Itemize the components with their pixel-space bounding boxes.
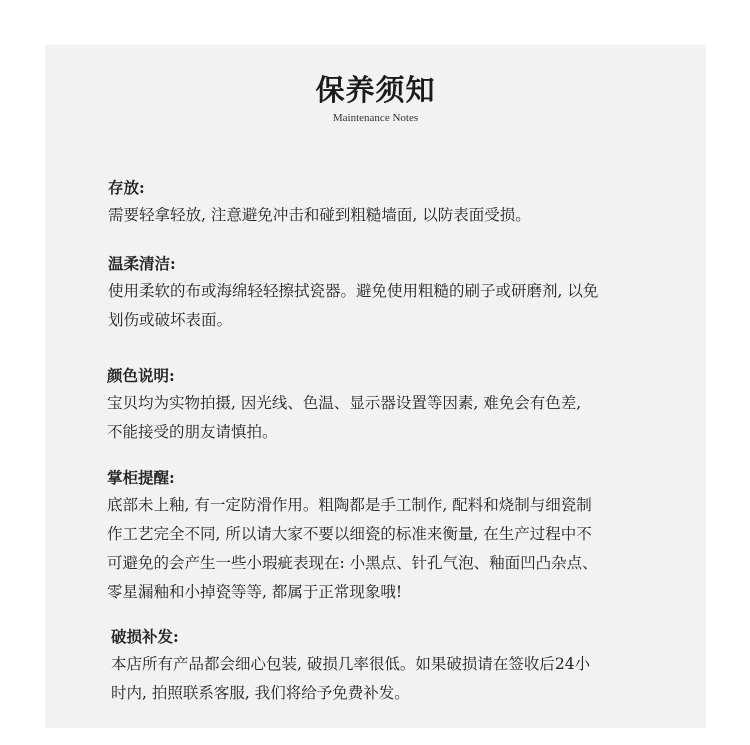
section-heading: 温柔清洁: bbox=[108, 254, 176, 273]
section-color-note bbox=[107, 363, 652, 447]
section-body bbox=[108, 201, 653, 230]
section-cleaning bbox=[108, 251, 653, 335]
body-line: 划伤或破坏表面。 bbox=[108, 311, 233, 329]
body-line: 宝贝均为实物拍摄, 因光线、色温、显示器设置等因素, 难免会有色差, bbox=[107, 394, 582, 412]
section-shopkeeper-reminder bbox=[107, 465, 652, 607]
body-line: 使用柔软的布或海绵轻轻擦拭瓷器。避免使用粗糙的刷子或研磨剂, 以免 bbox=[108, 282, 599, 300]
body-line: 底部未上釉, 有一定防滑作用。粗陶都是手工制作, 配料和烧制与细瓷制 bbox=[107, 496, 592, 514]
body-line: 不能接受的朋友请慎拍。 bbox=[107, 423, 278, 441]
section-heading: 颜色说明: bbox=[107, 366, 175, 385]
body-line: 时内, 拍照联系客服, 我们将给予免费补发。 bbox=[111, 684, 410, 702]
body-line: 作工艺完全不同, 所以请大家不要以细瓷的标准来衡量, 在生产过程中不 bbox=[107, 525, 592, 543]
body-line: 可避免的会产生一些小瑕疵表现在: 小黑点、针孔气泡、釉面凹凸杂点、 bbox=[107, 554, 598, 572]
section-body bbox=[108, 277, 653, 335]
maintenance-card bbox=[45, 45, 706, 728]
section-heading: 破损补发: bbox=[111, 627, 179, 646]
body-line: 本店所有产品都会细心包装, 破损几率很低。如果破损请在签收后24小 bbox=[111, 655, 591, 673]
section-storage bbox=[108, 175, 653, 230]
page-subtitle: Maintenance Notes bbox=[332, 112, 419, 124]
section-body bbox=[107, 389, 652, 447]
section-body bbox=[107, 491, 652, 607]
section-heading: 存放: bbox=[108, 178, 145, 197]
body-line: 需要轻拿轻放, 注意避免冲击和碰到粗糙墙面, 以防表面受损。 bbox=[108, 206, 531, 224]
body-line: 零星漏釉和小掉瓷等等, 都属于正常现象哦! bbox=[107, 583, 403, 601]
page-title: 保养须知 bbox=[315, 73, 436, 107]
section-body bbox=[111, 650, 656, 708]
section-heading: 掌柜提醒: bbox=[107, 468, 175, 487]
section-damage-replacement bbox=[111, 624, 656, 708]
